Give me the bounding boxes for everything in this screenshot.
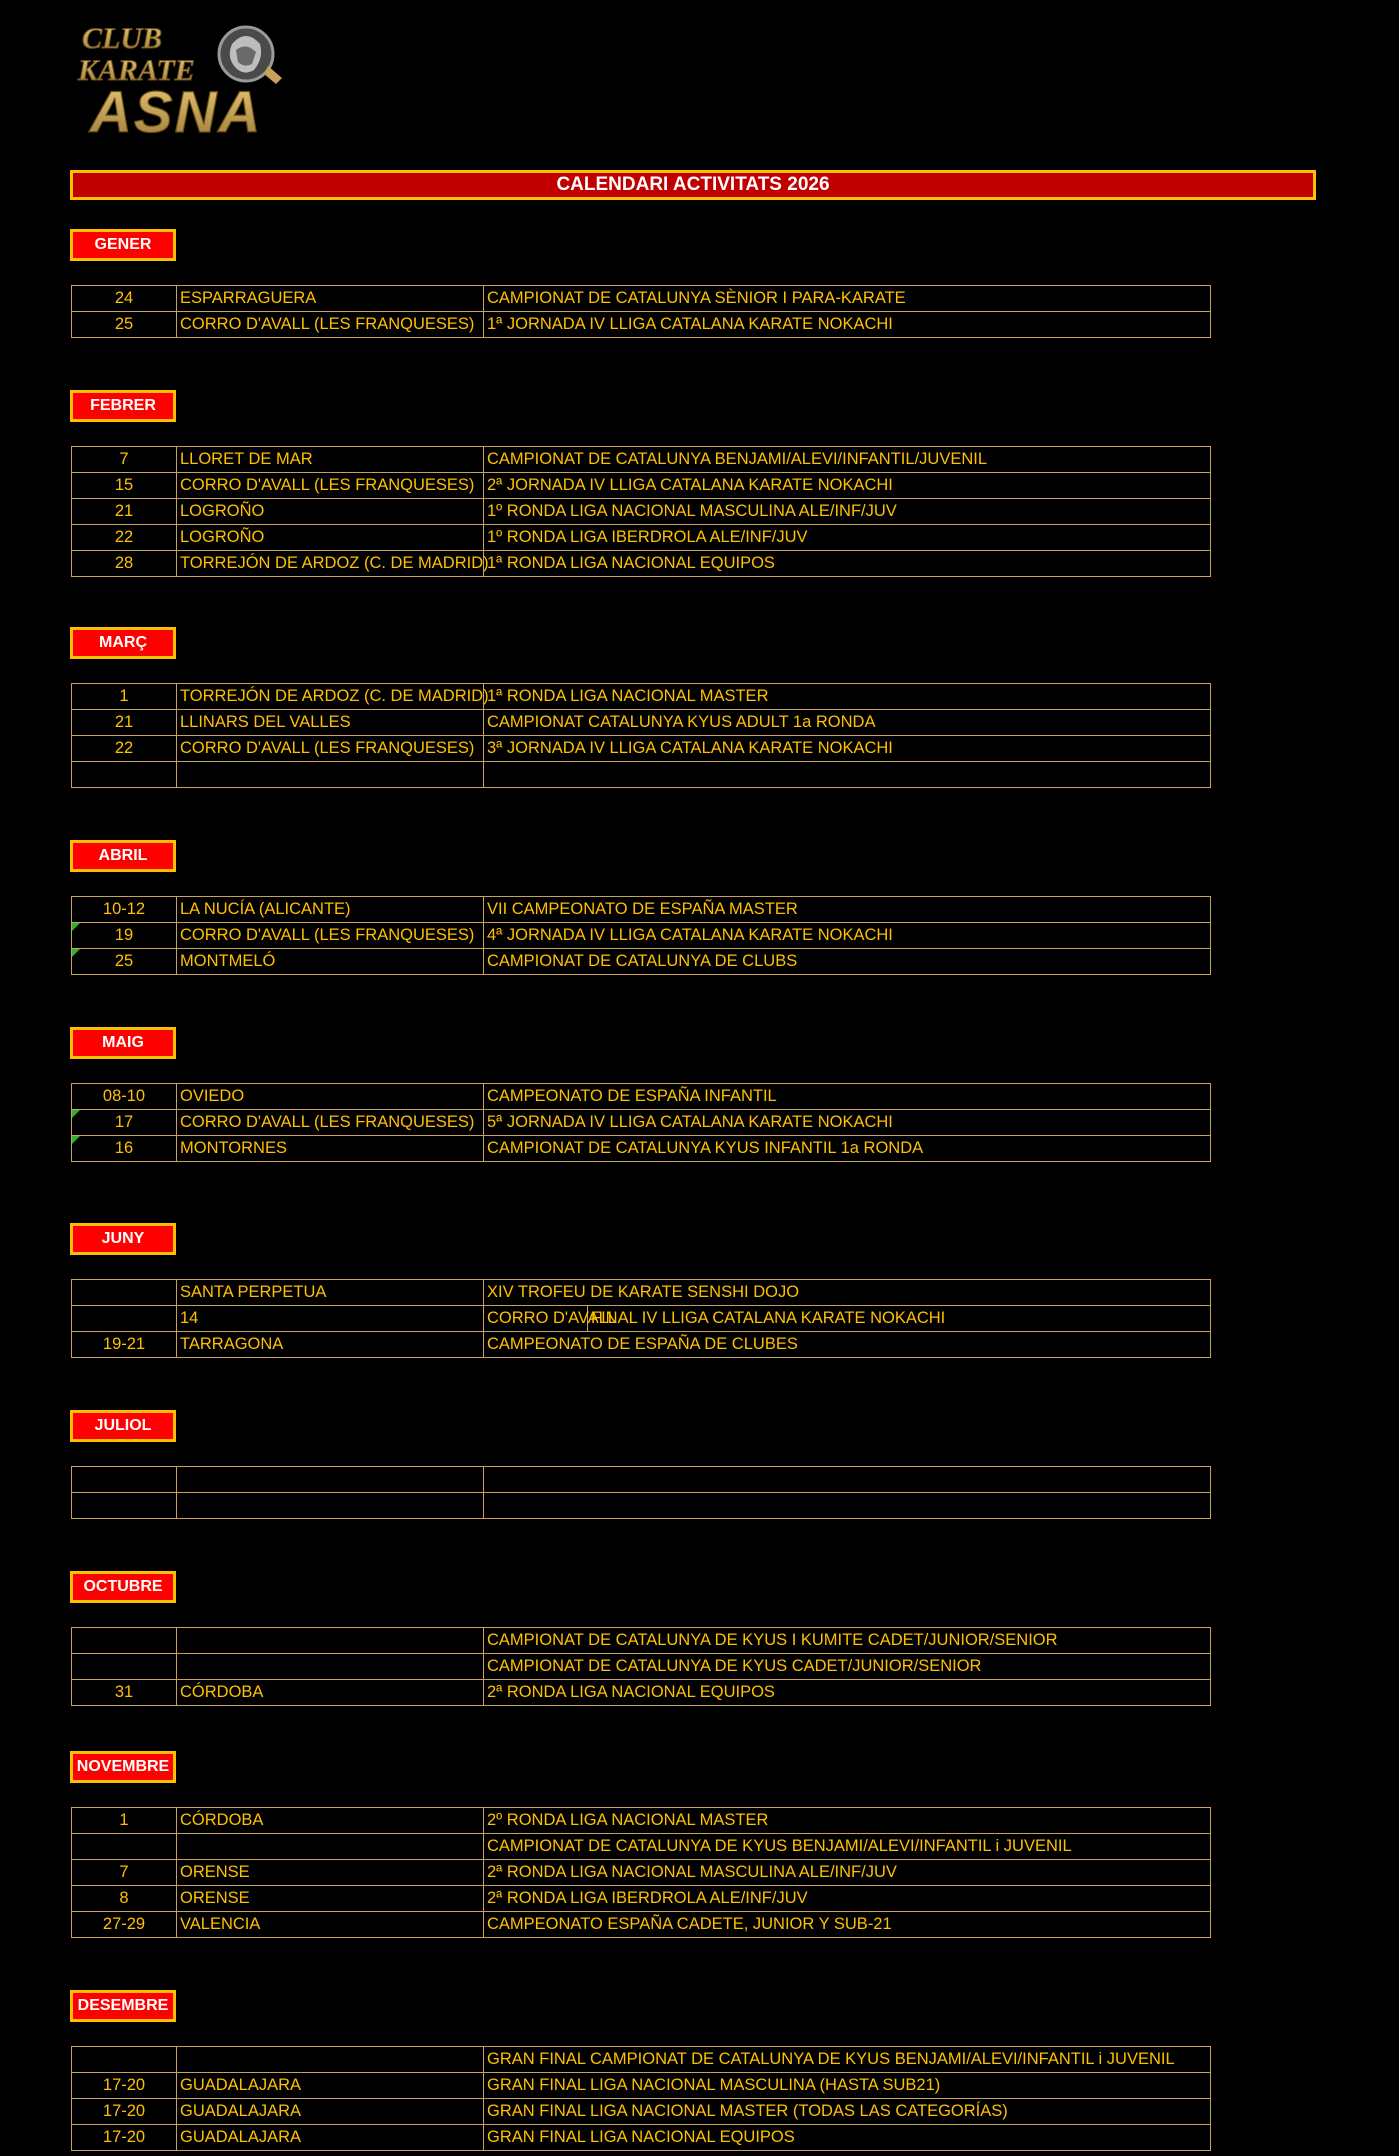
- event-name: 1º RONDA LIGA NACIONAL MASCULINA ALE/INF/JUV: [487, 502, 897, 520]
- table-row: [72, 524, 1210, 550]
- event-location: [177, 1493, 484, 1518]
- event-name: [484, 1493, 1210, 1518]
- event-location: MONTORNES: [177, 1136, 484, 1161]
- table-row: [72, 1305, 1210, 1331]
- event-date: 7: [72, 447, 177, 472]
- table-row: [72, 1109, 1210, 1135]
- event-location: LLINARS DEL VALLES: [177, 710, 484, 735]
- event-location: CORRO D'AVALL (LES FRANQUESES): [177, 312, 484, 337]
- event-name: 2ª RONDA LIGA NACIONAL MASCULINA ALE/INF/JUV: [487, 1863, 897, 1881]
- events-table-novembre: [71, 1807, 1211, 1938]
- events-table-gener: [71, 285, 1211, 338]
- event-name: 2ª JORNADA IV LLIGA CATALANA KARATE NOKACHI: [487, 476, 893, 494]
- month-header-maig: MAIG: [70, 1027, 176, 1059]
- event-date: 17-20: [72, 2125, 177, 2150]
- event-date: 17-20: [72, 2099, 177, 2124]
- event-date: 17-20: [72, 2073, 177, 2098]
- table-row: [72, 2098, 1210, 2124]
- table-row: [72, 948, 1210, 974]
- table-row: [72, 286, 1210, 311]
- event-name: XIV TROFEU DE KARATE SENSHI DOJO: [487, 1283, 800, 1301]
- events-table-juny: [71, 1279, 1211, 1358]
- event-name: CAMPIONAT DE CATALUNYA DE KYUS I KUMITE CADET/JUNIOR/SENIOR: [487, 1631, 1058, 1649]
- table-row: [72, 684, 1210, 709]
- month-header-abril: ABRIL: [70, 840, 176, 872]
- event-date: 24: [72, 286, 177, 311]
- event-name: [484, 762, 1210, 787]
- event-name: 1ª RONDA LIGA NACIONAL MASTER: [487, 687, 769, 705]
- event-name: 5ª JORNADA IV LLIGA CATALANA KARATE NOKACHI: [487, 1113, 893, 1131]
- event-date: [72, 1493, 177, 1518]
- event-location: GUADALAJARA: [177, 2099, 484, 2124]
- event-name: [484, 1467, 1210, 1492]
- event-date: 1: [72, 684, 177, 709]
- event-date: 08-10: [72, 1084, 177, 1109]
- table-row: [72, 1628, 1210, 1653]
- event-date: [72, 1280, 177, 1305]
- table-row: [72, 1911, 1210, 1937]
- event-location: [177, 1834, 484, 1859]
- club-logo: [76, 14, 298, 145]
- event-location: LOGROÑO: [177, 525, 484, 550]
- event-date: 31: [72, 1680, 177, 1705]
- event-date: [72, 762, 177, 787]
- event-location: SANTA PERPETUA: [177, 1280, 484, 1305]
- event-name: 3ª JORNADA IV LLIGA CATALANA KARATE NOKACHI: [487, 739, 893, 757]
- event-date: 8: [72, 1886, 177, 1911]
- event-date: 17: [72, 1110, 177, 1135]
- event-location: [177, 1654, 484, 1679]
- month-header-desembre: DESEMBRE: [70, 1990, 176, 2022]
- event-date: [72, 1306, 177, 1331]
- events-table-abril: [71, 896, 1211, 975]
- events-table-octubre: [71, 1627, 1211, 1706]
- table-row: [72, 897, 1210, 922]
- table-row: [72, 2124, 1210, 2150]
- event-location-overflow: CORRO D'AVALL: [484, 1306, 588, 1331]
- table-row: [72, 1679, 1210, 1705]
- event-name: CAMPEONATO DE ESPAÑA DE CLUBES: [487, 1335, 798, 1353]
- event-location: VALENCIA: [177, 1912, 484, 1937]
- event-date: [72, 2047, 177, 2072]
- table-row: [72, 2072, 1210, 2098]
- event-date: 25: [72, 312, 177, 337]
- events-table-maig: [71, 1083, 1211, 1162]
- month-header-juny: JUNY: [70, 1223, 176, 1255]
- table-row: [72, 311, 1210, 337]
- event-location: OVIEDO: [177, 1084, 484, 1109]
- event-location: LOGROÑO: [177, 499, 484, 524]
- event-location: ESPARRAGUERA: [177, 286, 484, 311]
- event-location: [177, 762, 484, 787]
- event-date: [72, 1628, 177, 1653]
- month-header-novembre: NOVEMBRE: [70, 1751, 176, 1783]
- page-title: CALENDARI ACTIVITATS 2026: [556, 174, 830, 195]
- event-name-text: FINAL IV LLIGA CATALANA KARATE NOKACHI: [591, 1309, 946, 1327]
- month-header-juliol: JULIOL: [70, 1410, 176, 1442]
- event-name: CAMPIONAT DE CATALUNYA DE KYUS BENJAMI/ALEVI/INFANTIL i JUVENIL: [487, 1837, 1072, 1855]
- event-date: 7: [72, 1860, 177, 1885]
- event-location: TORREJÓN DE ARDOZ (C. DE MADRID): [177, 551, 484, 576]
- events-table-febrer: [71, 446, 1211, 577]
- event-name: 1ª RONDA LIGA NACIONAL EQUIPOS: [487, 554, 775, 572]
- events-table-desembre: [71, 2046, 1211, 2151]
- event-name: CAMPIONAT DE CATALUNYA SÈNIOR I PARA-KARATE: [487, 289, 906, 307]
- table-row: [72, 1808, 1210, 1833]
- event-name: GRAN FINAL CAMPIONAT DE CATALUNYA DE KYUS BENJAMI/ALEVI/INFANTIL i JUVENIL: [487, 2050, 1175, 2068]
- event-name: GRAN FINAL LIGA NACIONAL EQUIPOS: [487, 2128, 795, 2146]
- logo-text-club: CLUB: [82, 22, 163, 55]
- month-header-gener: GENER: [70, 229, 176, 261]
- event-date: 21: [72, 710, 177, 735]
- table-row: [72, 1885, 1210, 1911]
- event-date: 16: [72, 1136, 177, 1161]
- table-row: [72, 2047, 1210, 2072]
- event-name: [484, 1306, 1210, 1331]
- event-date: 25: [72, 949, 177, 974]
- month-header-febrer: FEBRER: [70, 390, 176, 422]
- event-location: GUADALAJARA: [177, 2125, 484, 2150]
- event-location: 14: [177, 1306, 484, 1331]
- event-name: CAMPIONAT DE CATALUNYA KYUS INFANTIL 1a RONDA: [487, 1139, 924, 1157]
- event-name: GRAN FINAL LIGA NACIONAL MASTER (TODAS LAS CATEGORÍAS): [487, 2102, 1008, 2120]
- table-row: [72, 709, 1210, 735]
- event-location: ORENSE: [177, 1860, 484, 1885]
- event-location: CORRO D'AVALL (LES FRANQUESES): [177, 736, 484, 761]
- table-row: [72, 447, 1210, 472]
- event-location: LA NUCÍA (ALICANTE): [177, 897, 484, 922]
- calendar-title-banner: [70, 170, 1316, 200]
- event-date: 22: [72, 736, 177, 761]
- event-location: CÓRDOBA: [177, 1680, 484, 1705]
- table-row: [72, 1280, 1210, 1305]
- table-row: [72, 761, 1210, 787]
- event-date: 28: [72, 551, 177, 576]
- table-row: [72, 1492, 1210, 1518]
- logo-text-asna: ASNA: [90, 80, 263, 145]
- event-date: 22: [72, 525, 177, 550]
- event-name: CAMPIONAT DE CATALUNYA DE KYUS CADET/JUNIOR/SENIOR: [487, 1657, 982, 1675]
- event-location: ORENSE: [177, 1886, 484, 1911]
- event-date: 21: [72, 499, 177, 524]
- event-date: [72, 1834, 177, 1859]
- table-row: [72, 1859, 1210, 1885]
- event-location: [177, 1467, 484, 1492]
- table-row: [72, 1833, 1210, 1859]
- event-location: TORREJÓN DE ARDOZ (C. DE MADRID): [177, 684, 484, 709]
- logo-text-karate: KARATE: [78, 54, 195, 87]
- event-name: CAMPEONATO DE ESPAÑA INFANTIL: [487, 1087, 777, 1105]
- table-row: [72, 1653, 1210, 1679]
- table-row: [72, 550, 1210, 576]
- event-name: 2ª RONDA LIGA IBERDROLA ALE/INF/JUV: [487, 1889, 808, 1907]
- month-header-març: MARÇ: [70, 627, 176, 659]
- events-table-juliol: [71, 1466, 1211, 1519]
- event-name: 1º RONDA LIGA IBERDROLA ALE/INF/JUV: [487, 528, 808, 546]
- event-name: CAMPIONAT DE CATALUNYA BENJAMI/ALEVI/INFANTIL/JUVENIL: [487, 450, 988, 468]
- event-date: [72, 1467, 177, 1492]
- table-row: [72, 735, 1210, 761]
- events-table-març: [71, 683, 1211, 788]
- event-location: CORRO D'AVALL (LES FRANQUESES): [177, 473, 484, 498]
- event-location: LLORET DE MAR: [177, 447, 484, 472]
- table-row: [72, 472, 1210, 498]
- table-row: [72, 1467, 1210, 1492]
- table-row: [72, 498, 1210, 524]
- event-name: 4ª JORNADA IV LLIGA CATALANA KARATE NOKACHI: [487, 926, 893, 944]
- table-row: [72, 1331, 1210, 1357]
- event-location: [177, 1628, 484, 1653]
- event-name: CAMPEONATO ESPAÑA CADETE, JUNIOR Y SUB-21: [487, 1915, 892, 1933]
- event-name: GRAN FINAL LIGA NACIONAL MASCULINA (HASTA SUB21): [487, 2076, 941, 2094]
- event-name: CAMPIONAT CATALUNYA KYUS ADULT 1a RONDA: [487, 713, 876, 731]
- event-location: CORRO D'AVALL (LES FRANQUESES): [177, 1110, 484, 1135]
- karate-fighter-emblem: [219, 27, 282, 84]
- event-location: [177, 2047, 484, 2072]
- table-row: [72, 922, 1210, 948]
- event-date: [72, 1654, 177, 1679]
- event-date: 1: [72, 1808, 177, 1833]
- table-row: [72, 1084, 1210, 1109]
- event-date: 19: [72, 923, 177, 948]
- event-location: CORRO D'AVALL (LES FRANQUESES): [177, 923, 484, 948]
- event-location: GUADALAJARA: [177, 2073, 484, 2098]
- event-location: TARRAGONA: [177, 1332, 484, 1357]
- event-location: CÓRDOBA: [177, 1808, 484, 1833]
- event-date: 15: [72, 473, 177, 498]
- table-row: [72, 1135, 1210, 1161]
- event-location: MONTMELÓ: [177, 949, 484, 974]
- event-name: 2ª RONDA LIGA NACIONAL EQUIPOS: [487, 1683, 775, 1701]
- event-name: 2º RONDA LIGA NACIONAL MASTER: [487, 1811, 769, 1829]
- event-date: 19-21: [72, 1332, 177, 1357]
- month-header-octubre: OCTUBRE: [70, 1571, 176, 1603]
- event-date: 27-29: [72, 1912, 177, 1937]
- event-name: CAMPIONAT DE CATALUNYA DE CLUBS: [487, 952, 798, 970]
- event-name: 1ª JORNADA IV LLIGA CATALANA KARATE NOKACHI: [487, 315, 893, 333]
- event-date: 10-12: [72, 897, 177, 922]
- event-name: VII CAMPEONATO DE ESPAÑA MASTER: [487, 900, 798, 918]
